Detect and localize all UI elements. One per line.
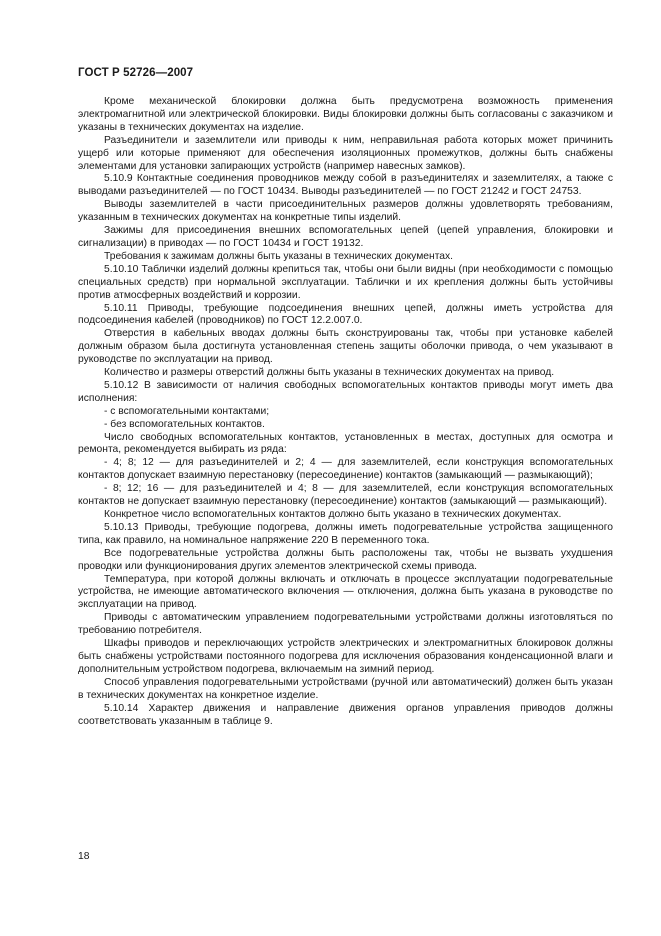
paragraph: Способ управления подогревательными устройствами (ручной или автоматический) должен быть указан в технических документах на конкретное изделие.: [78, 676, 613, 701]
page-number: 18: [78, 851, 90, 862]
paragraph: 5.10.12 В зависимости от наличия свободных вспомогательных контактов приводы могут иметь два исполнения:: [78, 379, 613, 404]
paragraph: Требования к зажимам должны быть указаны в технических документах.: [104, 250, 454, 262]
paragraph: Температура, при которой должны включать и отключать в процессе эксплуатации подогревательные устройства, не имеющие автоматического включения — отключения, должна быть указана в руководстве по эксплуатации на привод.: [78, 573, 613, 611]
paragraph: 5.10.10 Таблички изделий должны крепиться так, чтобы они были видны (при необходимости с помощью специальных средств) при нормальной эксплуатации. Таблички и их крепления должны быть устойчивы против атмосферных воздействий и коррозии.: [78, 263, 613, 301]
paragraph: Шкафы приводов и переключающих устройств электрических и электромагнитных блокировок должны быть снабжены устройствами постоянного подогрева для исключения образования конденсационной влаги и дополнительным устройством подогрева, включаемым на зимний период.: [78, 638, 613, 675]
paragraph: Количество и размеры отверстий должны быть указаны в технических документах на привод.: [104, 367, 555, 379]
paragraph: 5.10.14 Характер движения и направление движения органов управления приводов должны соответствовать указанным в таблице 9.: [78, 702, 613, 727]
paragraph: Конкретное число вспомогательных контактов должно быть указано в технических документах.: [104, 509, 562, 520]
body-text: [78, 96, 613, 728]
paragraph: Кроме механической блокировки должна быть предусмотрена возможность применения электромагнитной или электрической блокировки. Виды блокировки должны быть согласованы с заказчиком и указаны в технических документах на изделие.: [78, 96, 613, 133]
paragraph: Приводы с автоматическим управлением подогревательными устройствами должны изготовляться по требованию потребителя.: [78, 612, 613, 637]
paragraph: 5.10.11 Приводы, требующие подсоединения внешних цепей, должны иметь устройства для подсоединения кабелей (проводников) по ГОСТ 12.2.007.0.: [78, 302, 613, 327]
paragraph: 5.10.9 Контактные соединения проводников между собой в разъединителях и заземлителях, а также с выводами разъединителей — по ГОСТ 10434. Выводы разъединителей — по ГОСТ 21242 и ГОСТ 24753.: [78, 173, 613, 198]
paragraph: Разъединители и заземлители или приводы к ним, неправильная работа которых может причинить ущерб или которые применяют для обеспечения изоляционных промежутков, должны быть снабжены элементами для установки запирающих устройств (например навесных замков).: [78, 134, 613, 172]
document-header: ГОСТ Р 52726—2007: [78, 67, 194, 79]
paragraph: Число свободных вспомогательных контактов, установленных в местах, доступных для осмотра и ремонта, рекомендуется выбирать из ряда:: [78, 431, 613, 456]
paragraph: 5.10.13 Приводы, требующие подогрева, должны иметь подогревательные устройства защищенного типа, как правило, на номинальное напряжение 220 В переменного тока.: [78, 521, 613, 546]
list-item: - 4; 8; 12 — для разъединителей и 2; 4 — для заземлителей, если конструкция вспомогательных контактов допускает взаимную перестановку (пересоединение) контактов (замыкающий — размыкающий);: [78, 457, 613, 482]
paragraph: Отверстия в кабельных вводах должны быть сконструированы так, чтобы при установке кабелей должным образом была достигнута установленная степень защиты оболочки привода, о чем указывают в руководстве по эксплуатации на привод.: [78, 328, 613, 366]
list-item: - без вспомогательных контактов.: [104, 418, 265, 430]
paragraph: Все подогревательные устройства должны быть расположены так, чтобы не вызвать ухудшения проводки или функционирования других элементов электрической схемы привода.: [78, 547, 613, 572]
paragraph: Выводы заземлителей в части присоединительных размеров должны удовлетворять требованиям, указанным в технических документах на конкретные типы изделий.: [78, 199, 613, 224]
list-item: - 8; 12; 16 — для разъединителей и 4; 8 — для заземлителей, если конструкция вспомогательных контактов не допускает взаимную перестановку (пересоединение) контактов (замыкающий — размыкающий).: [78, 483, 613, 508]
paragraph: Зажимы для присоединения внешних вспомогательных цепей (цепей управления, блокировки и сигнализации) в приводах — по ГОСТ 10434 и ГОСТ 19132.: [78, 225, 613, 249]
list-item: - с вспомогательными контактами;: [104, 405, 270, 417]
